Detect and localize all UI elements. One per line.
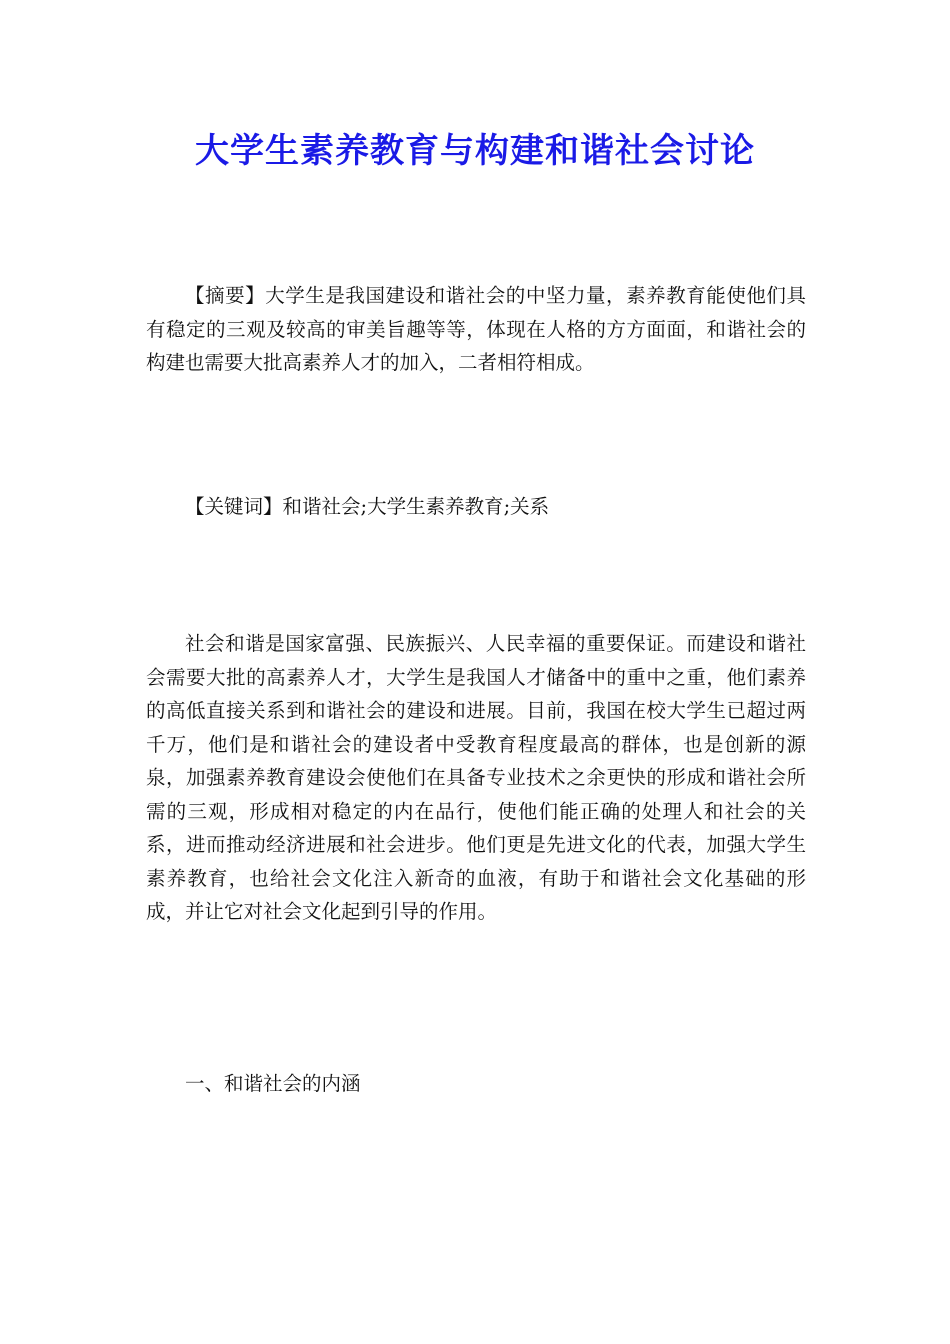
section-heading: 一、和谐社会的内涵 [185,1072,361,1095]
abstract-paragraph: 【摘要】大学生是我国建设和谐社会的中坚力量，素养教育能使他们具有稳定的三观及较高的审美旨趣等等，体现在人格的方方面面，和谐社会的构建也需要大批高素养人才的加入，二者相符相成。 [146,284,806,374]
body-paragraph: 社会和谐是国家富强、民族振兴、人民幸福的重要保证。而建设和谐社会需要大批的高素养人才，大学生是我国人才储备中的重中之重，他们素养的高低直接关系到和谐社会的建设和进展。目前，我国在校大学生已超过两千万，他们是和谐社会的建设者中受教育程度最高的群体，也是创新的源泉，加强素养教育建设会使他们在具备专业技术之余更快的形成和谐社会所需的三观，形成相对稳定的内在品行，使他们能正确的处理人和社会的关系，进而推动经济进展和社会进步。他们更是先进文化的代表，加强大学生素养教育，也给社会文化注入新奇的血液，有助于和谐社会文化基础的形成，并让它对社会文化起到引导的作用。 [146,632,806,923]
document-title: 大学生素养教育与构建和谐社会讨论 [195,131,755,171]
keywords-paragraph: 【关键词】和谐社会;大学生素养教育;关系 [185,495,550,518]
